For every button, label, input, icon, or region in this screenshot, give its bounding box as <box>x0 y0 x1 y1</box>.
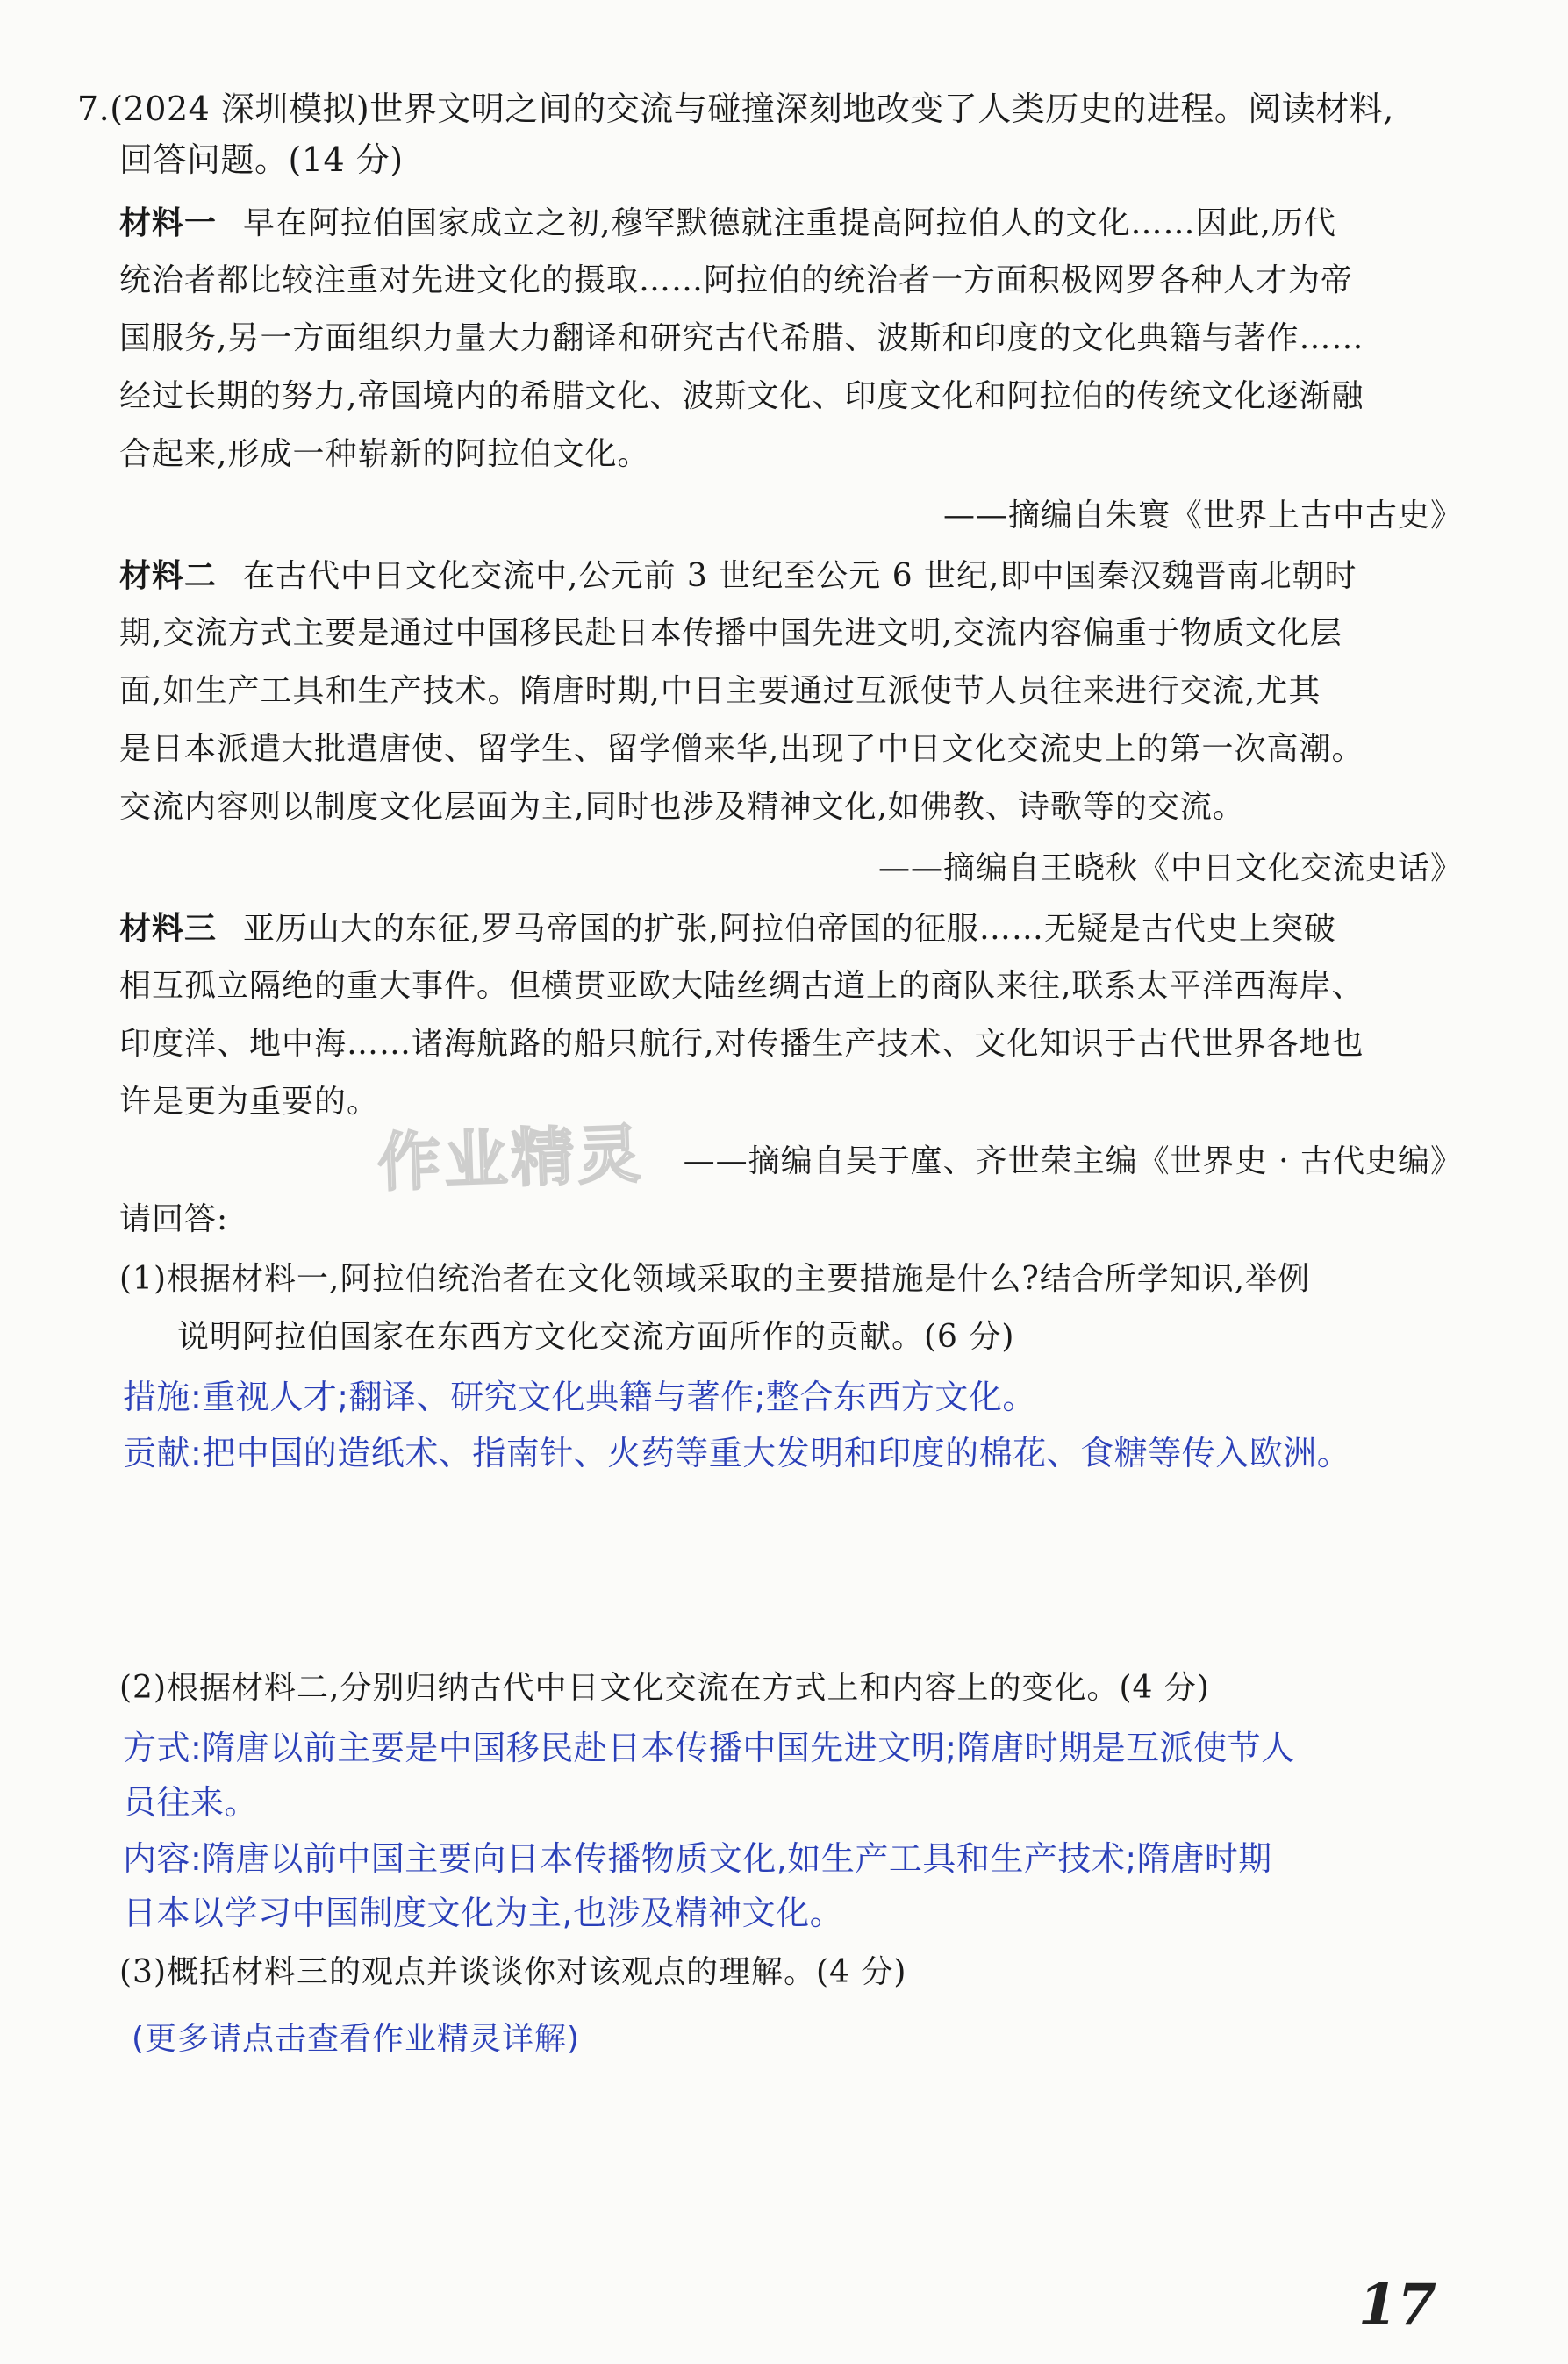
material-1-source: ——摘编自朱寰《世界上古中古史》 <box>942 498 1463 534</box>
material-2-line-1: 材料二 在古代中日文化交流中,公元前 3 世纪至公元 6 世纪,即中国秦汉魏晋南北朝时 <box>119 557 1357 594</box>
material-2-line-3: 面,如生产工具和生产技术。隋唐时期,中日主要通过互派使节人员往来进行交流,尤其 <box>119 673 1321 709</box>
answer-2-line-1: 方式:隋唐以前主要是中国移民赴日本传播中国先进文明;隋唐时期是互派使节人 <box>123 1729 1295 1767</box>
question-number: 7. <box>77 90 111 128</box>
material-2-label: 材料二 <box>119 557 218 594</box>
material-1-line-4: 经过长期的努力,帝国境内的希腊文化、波斯文化、印度文化和阿拉伯的传统文化逐渐融 <box>119 378 1364 414</box>
material-2-line-4: 是日本派遣大批遣唐使、留学生、留学僧来华,出现了中日文化交流史上的第一次高潮。 <box>119 731 1364 767</box>
sub-question-1-line-1: (1)根据材料一,阿拉伯统治者在文化领域采取的主要措施是什么?结合所学知识,举例 <box>119 1261 1311 1297</box>
material-3-line-2: 相互孤立隔绝的重大事件。但横贯亚欧大陆丝绸古道上的商队来往,联系太平洋西海岸、 <box>119 968 1364 1004</box>
material-2-line-2: 期,交流方式主要是通过中国移民赴日本传播中国先进文明,交流内容偏重于物质文化层 <box>119 615 1342 651</box>
material-2-line-5: 交流内容则以制度文化层面为主,同时也涉及精神文化,如佛教、诗歌等的交流。 <box>119 789 1245 825</box>
material-1-line-1: 材料一 早在阿拉伯国家成立之初,穆罕默德就注重提高阿拉伯人的文化……因此,历代 <box>119 204 1336 241</box>
answer-1-measures: 措施:重视人才;翻译、研究文化典籍与著作;整合东西方文化。 <box>123 1378 1036 1416</box>
question-header-line-1: (2024 深圳模拟)世界文明之间的交流与碰撞深刻地改变了人类历史的进程。阅读材料, <box>110 90 1394 128</box>
material-1-line-2: 统治者都比较注重对先进文化的摄取……阿拉伯的统治者一方面积极网罗各种人才为帝 <box>119 262 1354 298</box>
question-header-line-2: 回答问题。(14 分) <box>119 140 404 179</box>
material-1-line-5: 合起来,形成一种崭新的阿拉伯文化。 <box>119 436 650 472</box>
material-3-line-3: 印度洋、地中海……诸海航路的船只航行,对传播生产技术、文化知识于古代世界各地也 <box>119 1026 1364 1062</box>
answer-2-line-3: 内容:隋唐以前中国主要向日本传播物质文化,如生产工具和生产技术;隋唐时期 <box>123 1839 1272 1878</box>
material-1-line-3: 国服务,另一方面组织力量大力翻译和研究古代希腊、波斯和印度的文化典籍与著作…… <box>119 320 1364 356</box>
answer-1-contributions: 贡献:把中国的造纸术、指南针、火药等重大发明和印度的棉花、食糖等传入欧洲。 <box>123 1434 1351 1472</box>
material-1-label: 材料一 <box>119 204 218 241</box>
material-3-line-4: 许是更为重要的。 <box>119 1084 380 1120</box>
answer-prompt: 请回答: <box>119 1201 229 1237</box>
watermark: 作业精灵 <box>376 1116 646 1200</box>
question-header <box>77 88 1394 130</box>
sub-question-2: (2)根据材料二,分别归纳古代中日文化交流在方式上和内容上的变化。(4 分) <box>119 1670 1210 1706</box>
answer-2-line-2: 员往来。 <box>123 1783 259 1822</box>
answer-2-line-4: 日本以学习中国制度文化为主,也涉及精神文化。 <box>123 1894 844 1932</box>
more-details-link[interactable]: (更多请点击查看作业精灵详解) <box>132 2021 581 2057</box>
sub-question-1-line-2: 说明阿拉伯国家在东西方文化交流方面所作的贡献。(6 分) <box>177 1319 1015 1355</box>
material-3-label: 材料三 <box>119 910 218 947</box>
page-number: 17 <box>1357 2272 1436 2338</box>
sub-question-3: (3)概括材料三的观点并谈谈你对该观点的理解。(4 分) <box>119 1954 907 1990</box>
material-2-source: ——摘编自王晓秋《中日文化交流史话》 <box>877 850 1463 886</box>
material-3-source: ——摘编自吴于廑、齐世荣主编《世界史 · 古代史编》 <box>683 1143 1463 1179</box>
material-3-line-1: 材料三 亚历山大的东征,罗马帝国的扩张,阿拉伯帝国的征服……无疑是古代史上突破 <box>119 910 1336 947</box>
